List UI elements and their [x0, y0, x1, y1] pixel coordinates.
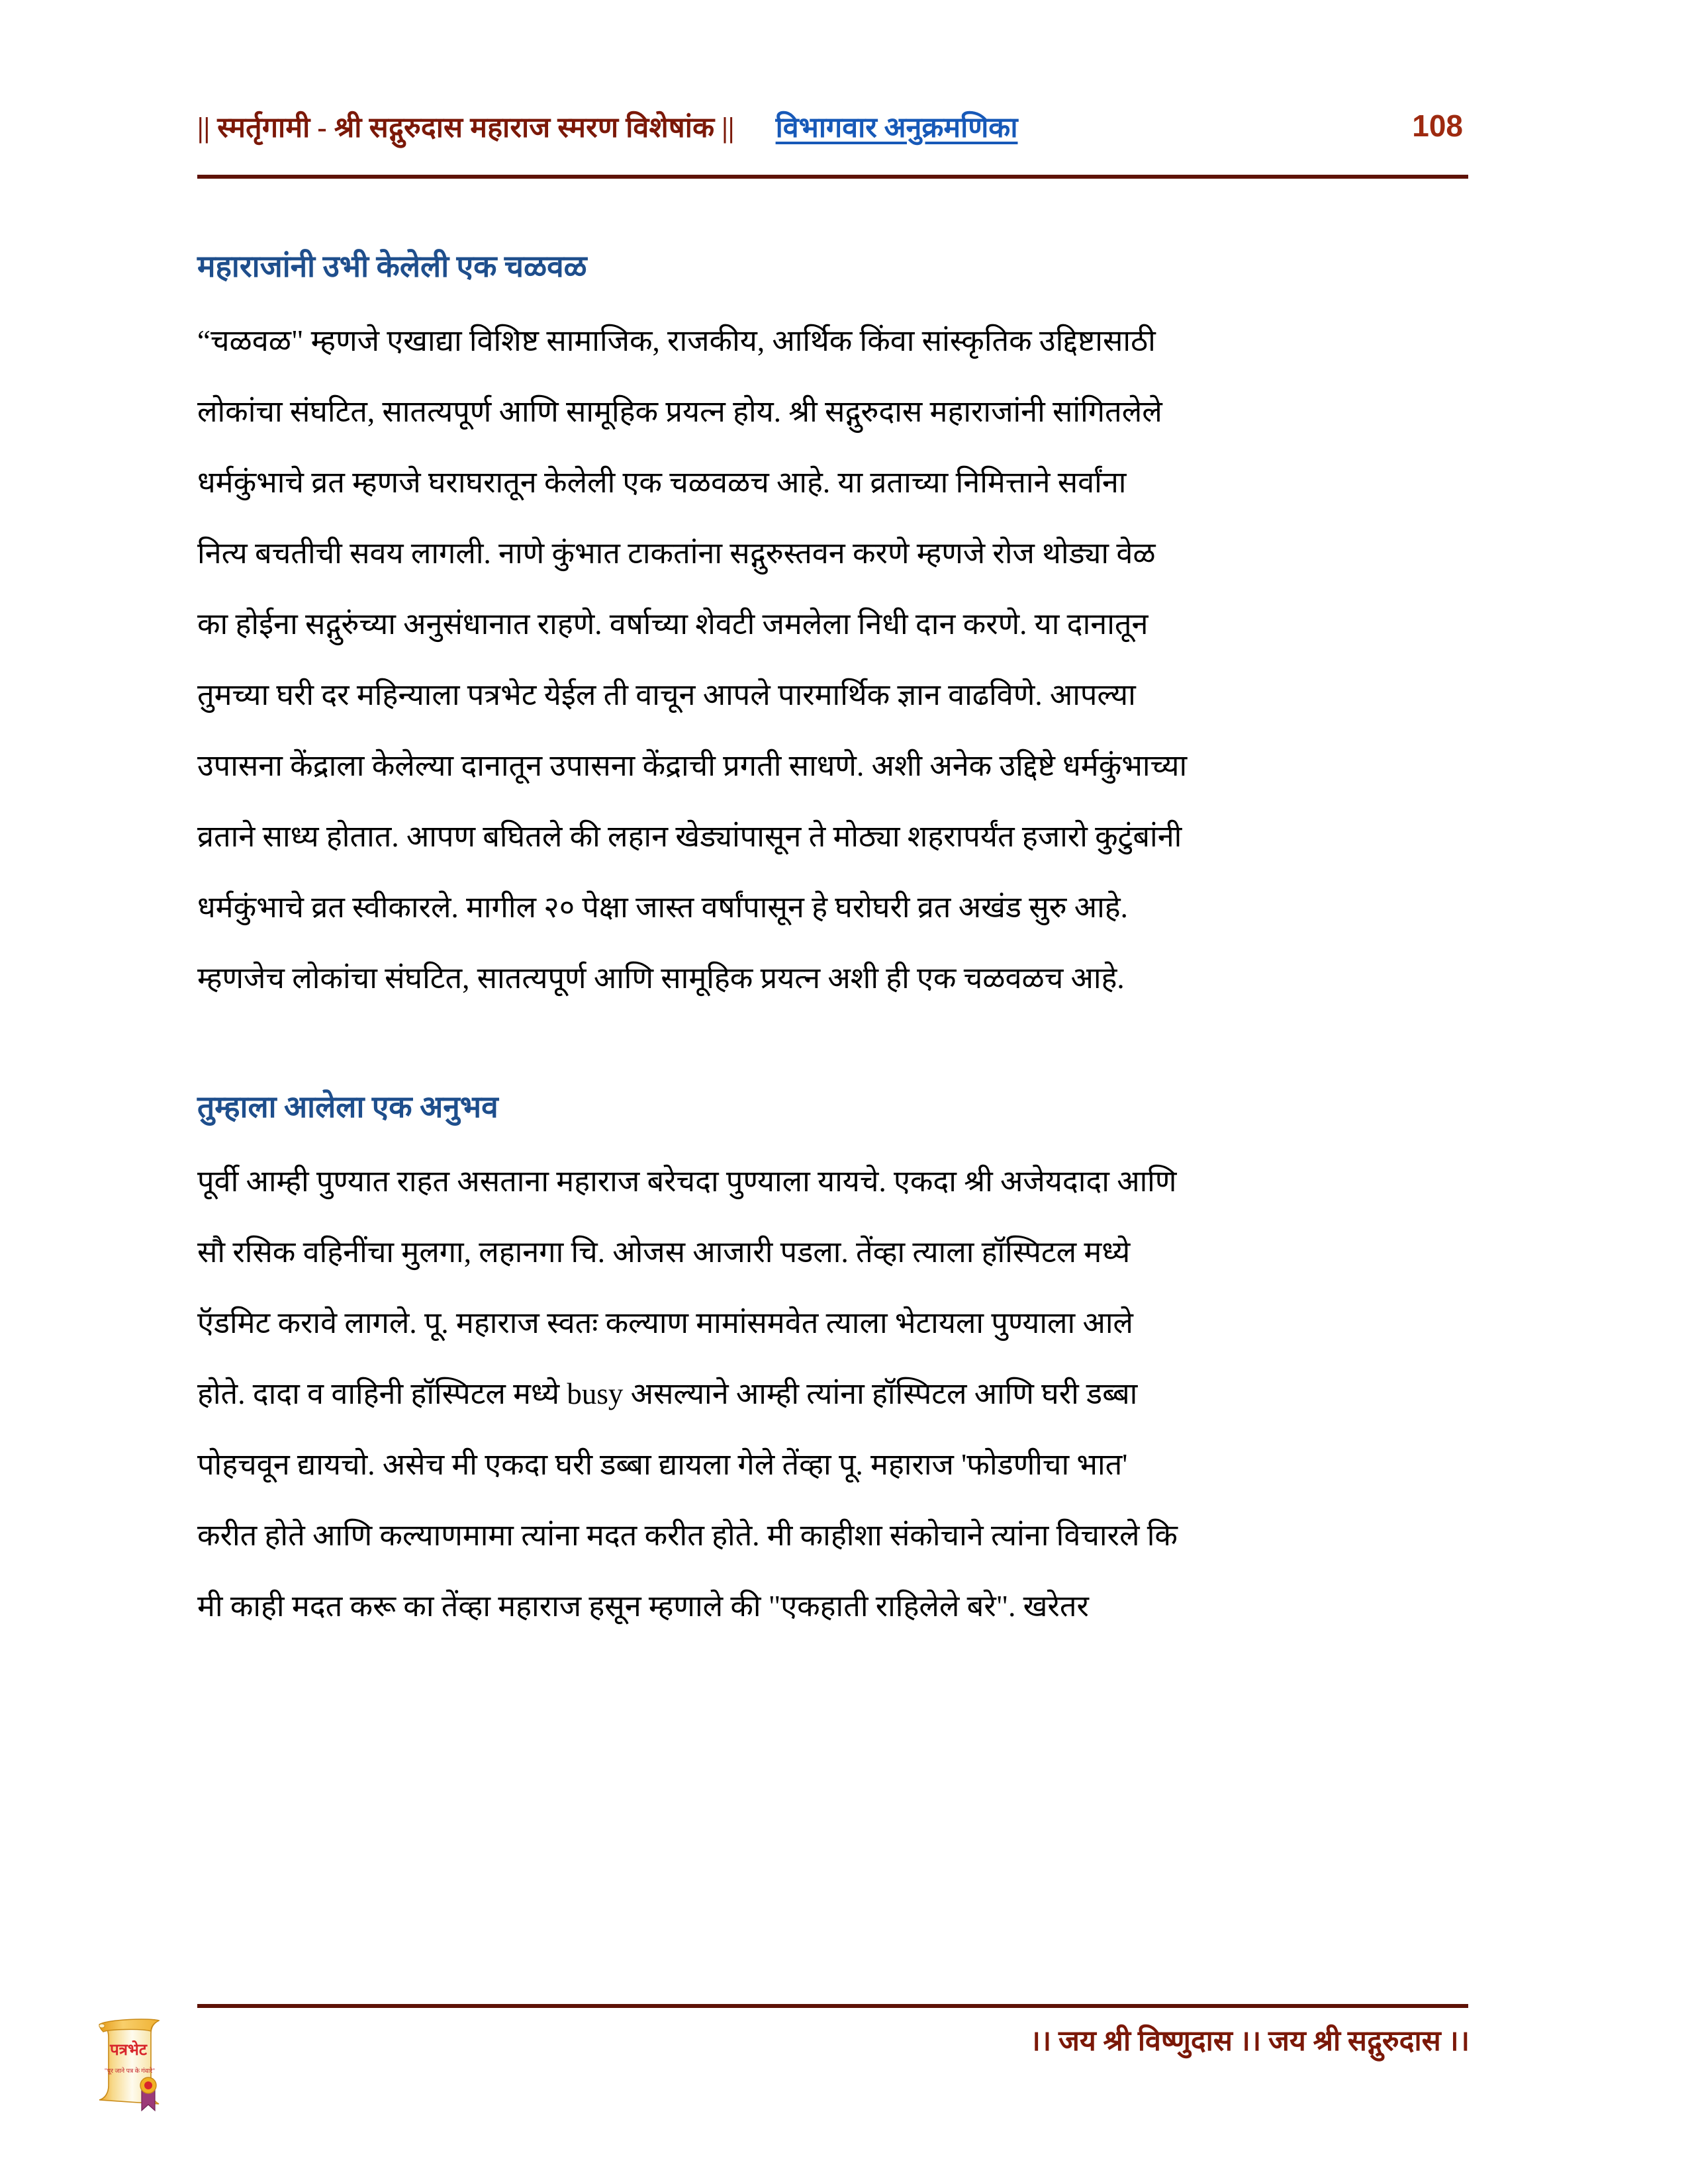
section-heading-experience: तुम्हाला आलेला एक अनुभव	[197, 1090, 498, 1124]
text-line: लोकांचा संघटित, सातत्यपूर्ण आणि सामूहिक प्रयत्न होय. श्री सद्गुरुदास महाराजांनी सांगितलेले	[197, 395, 1162, 428]
text-line: धर्मकुंभाचे व्रत म्हणजे घराघरातून केलेली एक चळवळच आहे. या व्रताच्या निमित्ताने सर्वांना	[197, 466, 1127, 499]
text-line: मी काही मदत करू का तेंव्हा महाराज हसून म्हणाले की "एकहाती राहिलेले बरे". खरेतर	[197, 1590, 1089, 1623]
section-index-link[interactable]: विभागवार अनुक्रमणिका	[775, 112, 1018, 144]
paragraph-movement	[197, 306, 1470, 1014]
text-line: का होईना सद्गुरुंच्या अनुसंधानात राहणे. वर्षाच्या शेवटी जमलेला निधी दान करणे. या दानातून	[197, 608, 1149, 641]
text-line: व्रताने साध्य होतात. आपण बघितले की लहान खेड्यांपासून ते मोठ्या शहरापर्यंत हजारो कुटुंबांनी	[197, 820, 1182, 853]
text-line: होते. दादा व वाहिनी हॉस्पिटल मध्ये busy असल्याने आम्ही त्यांना हॉस्पिटल आणि घरी डब्बा	[197, 1377, 1138, 1410]
header-title: || स्मर्तृगामी - श्री सद्गुरुदास महाराज स्मरण विशेषांक ||	[197, 112, 735, 144]
text-line: नित्य बचतीची सवय लागली. नाणे कुंभात टाकतांना सद्गुरुस्तवन करणे म्हणजे रोज थोड्या वेळ	[197, 537, 1156, 570]
logo-title: पत्रभेट	[110, 2042, 147, 2059]
paragraph-experience	[197, 1146, 1470, 1642]
scroll-icon	[85, 2009, 197, 2115]
text-line: पोहचवून द्यायचो. असेच मी एकदा घरी डब्बा द्यायला गेले तेंव्हा पू. महाराज 'फोडणीचा भात'	[197, 1448, 1128, 1481]
text-line: करीत होते आणि कल्याणमामा त्यांना मदत करीत होते. मी काहीशा संकोचाने त्यांना विचारले कि	[197, 1519, 1178, 1552]
text-line: ऍडमिट करावे लागले. पू. महाराज स्वतः कल्याण मामांसमवेत त्याला भेटायला पुण्याला आले	[197, 1306, 1133, 1340]
page-content	[197, 251, 1470, 1642]
text-line: “चळवळ" म्हणजे एखाद्या विशिष्ट सामाजिक, राजकीय, आर्थिक किंवा सांस्कृतिक उद्दिष्टासाठी	[197, 324, 1156, 357]
logo-subtitle: "पूर जाने पत्र के गंवारे"	[104, 2068, 156, 2075]
page-number: 108	[1412, 109, 1463, 143]
text-line: तुमच्या घरी दर महिन्याला पत्रभेट येईल ती वाचून आपले पारमार्थिक ज्ञान वाढविणे. आपल्या	[197, 678, 1136, 711]
header-divider	[197, 175, 1468, 179]
footer-divider	[197, 2004, 1468, 2008]
patrabhet-scroll-logo	[85, 2009, 197, 2115]
text-line: धर्मकुंभाचे व्रत स्वीकारले. मागील २० पेक्षा जास्त वर्षांपासून हे घरोघरी व्रत अखंड सुरु आहे.	[197, 891, 1128, 924]
footer-invocation: ।। जय श्री विष्णुदास ।। जय श्री सद्गुरुदास ।।	[1029, 2026, 1470, 2057]
text-line: सौ रसिक वहिनींचा मुलगा, लहानगा चि. ओजस आजारी पडला. तेंव्हा त्याला हॉस्पिटल मध्ये	[197, 1236, 1131, 1269]
page-header	[197, 89, 1468, 162]
section-spacer	[197, 1014, 1470, 1092]
text-line: म्हणजेच लोकांचा संघटित, सातत्यपूर्ण आणि सामूहिक प्रयत्न अशी ही एक चळवळच आहे.	[197, 962, 1125, 995]
section-heading-movement: महाराजांनी उभी केलेली एक चळवळ	[197, 250, 587, 283]
text-line: पूर्वी आम्ही पुण्यात राहत असताना महाराज बरेचदा पुण्याला यायचे. एकदा श्री अजेयदादा आणि	[197, 1165, 1177, 1198]
text-line: उपासना केंद्राला केलेल्या दानातून उपासना केंद्राची प्रगती साधणे. अशी अनेक उद्दिष्टे धर्मकुंभाच्या	[197, 749, 1188, 782]
